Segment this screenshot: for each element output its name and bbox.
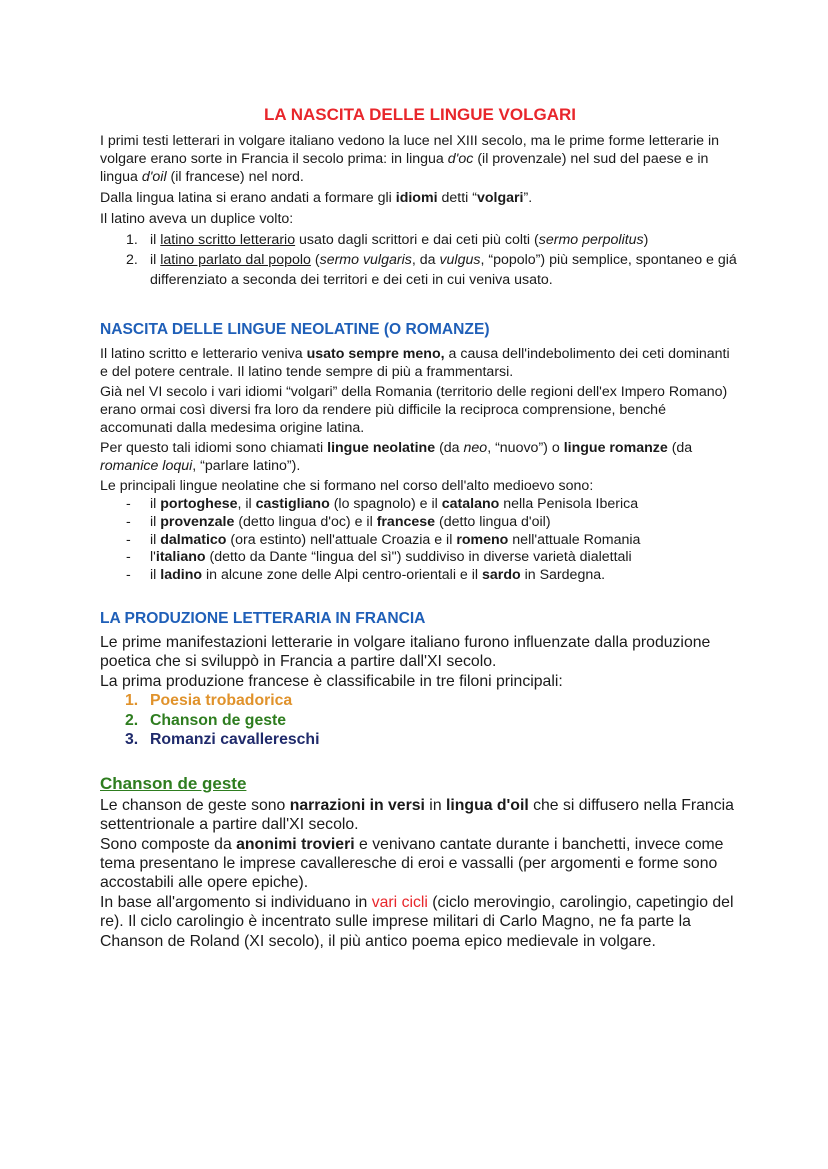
dash-bullet: -: [126, 496, 131, 512]
bold-term: narrazioni in versi: [289, 796, 425, 814]
section-heading-chanson: Chanson de geste: [100, 773, 247, 793]
text: ): [643, 232, 649, 248]
text: Per questo tali idiomi sono chiamati: [100, 440, 328, 456]
text: (detto lingua d'oil): [435, 513, 551, 530]
text: il: [150, 232, 161, 248]
text: , “parlare latino”).: [192, 458, 301, 474]
bold-term: ladino: [160, 567, 203, 584]
text: in: [424, 796, 446, 814]
bold-term: lingua d'oil: [446, 796, 529, 814]
filone-label: Poesia trobadorica: [150, 692, 293, 710]
intro-paragraph-1: [100, 132, 740, 186]
text: Sono composte da: [100, 835, 237, 853]
section-heading-francia: LA PRODUZIONE LETTERARIA IN FRANCIA: [100, 609, 426, 627]
bold-term: sardo: [482, 567, 521, 584]
text: Le chanson de geste sono: [100, 796, 290, 814]
bold-term: francese: [376, 513, 436, 530]
francia-paragraph-2: La prima produzione francese è classificabile in tre filoni principali:: [100, 672, 563, 690]
chanson-paragraph-1: [100, 796, 740, 835]
bold-term: provenzale: [160, 513, 235, 530]
text: e venivano cantate durante i banchetti, invece come tema presentano le imprese cavalleresche di eroi e vassalli (per argomenti e forme sono accostabili alle opere epiche).: [100, 835, 724, 892]
text: , “nuovo”) o: [487, 440, 564, 456]
text: in Sardegna.: [520, 567, 606, 584]
filone-item-1: [100, 691, 740, 711]
filone-label: Chanson de geste: [150, 711, 287, 729]
bold-term: dalmatico: [160, 531, 227, 548]
latin-forms-list: [100, 230, 740, 290]
chanson-paragraph-2: [100, 835, 740, 893]
bold-term: catalano: [441, 496, 500, 512]
text: a causa dell'indebolimento dei ceti dominanti e del potere centrale. Il latino tende sempre di più a frammentarsi.: [100, 346, 730, 380]
neolatine-languages-list: [100, 496, 740, 585]
list-item: [100, 567, 740, 585]
text: , il: [237, 496, 256, 512]
term-oil: d'oil: [141, 169, 167, 185]
intro-paragraph-3: Il latino aveva un duplice volto:: [100, 211, 294, 227]
text: il: [150, 252, 161, 268]
filone-item-3: [100, 730, 740, 750]
filone-label: Romanzi cavallereschi: [150, 731, 320, 749]
text: l': [150, 549, 156, 566]
bold-term: portoghese: [160, 496, 238, 512]
text: (detto da Dante “lingua del sì") suddiviso in diverse varietà dialettali: [205, 549, 632, 566]
list-number: 2.: [125, 711, 139, 729]
text: In base all'argomento si individuano in: [100, 893, 372, 911]
text: Dalla lingua latina si erano andati a formare gli: [100, 190, 396, 206]
list-item: [100, 496, 740, 514]
text: ”.: [523, 190, 533, 206]
list-number: 2.: [126, 252, 138, 268]
list-number: 1.: [126, 232, 138, 248]
bold-term: castigliano: [255, 496, 330, 512]
dash-bullet: -: [126, 549, 131, 566]
text: (ciclo merovingio, carolingio, capetingio del re). Il ciclo carolingio è incentrato sulle imprese militari di Carlo Magno, ne fa parte la Chanson de Roland (XI secolo), il più antico poema epico medievale in volgare.: [100, 893, 734, 950]
filoni-list: [100, 691, 740, 750]
bold-term: anonimi trovieri: [236, 835, 355, 853]
document-body: [100, 104, 740, 951]
text: (detto lingua d'oc) e il: [234, 513, 377, 530]
italic-term: sermo perpolitus: [538, 232, 644, 248]
text: (il francese) nel nord.: [166, 169, 304, 185]
list-item: [100, 514, 740, 532]
term-oc: d'oc: [447, 151, 474, 167]
text: , da: [411, 252, 440, 268]
list-item: [100, 549, 740, 567]
highlight-term: vari cicli: [371, 893, 428, 911]
underlined-term: latino scritto letterario: [160, 232, 296, 248]
list-number: 1.: [125, 692, 139, 710]
chanson-paragraph-3: [100, 893, 740, 951]
neolatine-paragraph-1: [100, 345, 740, 381]
filone-item-2: [100, 711, 740, 731]
list-item: [100, 250, 740, 290]
text: (: [310, 252, 320, 268]
text: il: [150, 513, 161, 530]
text: il: [150, 567, 161, 584]
bold-term: usato sempre meno,: [306, 346, 445, 362]
list-number: 3.: [125, 731, 139, 749]
text: detti “: [437, 190, 477, 206]
italic-term: romanice loqui: [100, 458, 193, 474]
text: (il provenzale) nel sud del paese e in lingua: [100, 151, 709, 185]
text: (da: [435, 440, 464, 456]
text: , “popolo”) più semplice, spontaneo e giá differenziato a seconda dei territori e dei ceti in cui veniva usato.: [150, 252, 737, 288]
text: usato dagli scrittori e dai ceti più colti (: [295, 232, 539, 248]
italic-term: sermo vulgaris: [319, 252, 412, 268]
neolatine-paragraph-3: [100, 439, 740, 475]
text: (lo spagnolo) e il: [329, 496, 442, 512]
dash-bullet: -: [126, 531, 131, 548]
text: Il latino scritto e letterario veniva: [100, 346, 307, 362]
bold-term: lingue romanze: [563, 440, 668, 456]
italic-term: vulgus: [439, 252, 481, 268]
underlined-term: latino parlato dal popolo: [160, 252, 311, 268]
list-item: [100, 230, 740, 250]
text: il: [150, 496, 161, 512]
text: I primi testi letterari in volgare italiano vedono la luce nel XIII secolo, ma le prime forme letterarie in volgare erano sorte in Francia il secolo prima: in lingua: [100, 133, 720, 167]
bold-term: italiano: [155, 549, 206, 566]
page-title: LA NASCITA DELLE LINGUE VOLGARI: [264, 105, 576, 124]
neolatine-paragraph-2: Già nel VI secolo i vari idiomi “volgari” della Romania (territorio delle regioni dell'ex Impero Romano) erano ormai così diversi fra loro da rendere più difficile la reciproca comprensione, benché accomunati dalla medesima origine latina.: [100, 384, 728, 436]
term-volgari: volgari: [476, 190, 524, 206]
term-idiomi: idiomi: [395, 190, 438, 206]
text: (da: [667, 440, 693, 456]
bold-term: lingue neolatine: [327, 440, 436, 456]
text: in alcune zone delle Alpi centro-orientali e il: [202, 567, 483, 584]
text: nella Penisola Iberica: [499, 496, 639, 512]
list-item: [100, 532, 740, 550]
text: nell'attuale Romania: [508, 531, 641, 548]
francia-paragraph-1: Le prime manifestazioni letterarie in volgare italiano furono influenzate dalla produzione poetica che si sviluppò in Francia a partire dall'XI secolo.: [100, 633, 711, 671]
text: che si diffusero nella Francia settentrionale a partire dall'XI secolo.: [100, 796, 734, 834]
section-heading-neolatine: NASCITA DELLE LINGUE NEOLATINE (O ROMANZE): [100, 321, 490, 338]
neolatine-paragraph-4: Le principali lingue neolatine che si formano nel corso dell'alto medioevo sono:: [100, 478, 594, 494]
dash-bullet: -: [126, 567, 131, 584]
dash-bullet: -: [126, 513, 131, 530]
intro-paragraph-2: [100, 189, 740, 207]
text: (ora estinto) nell'attuale Croazia e il: [226, 531, 457, 548]
bold-term: romeno: [456, 531, 509, 548]
text: il: [150, 531, 161, 548]
italic-term: neo: [463, 440, 488, 456]
